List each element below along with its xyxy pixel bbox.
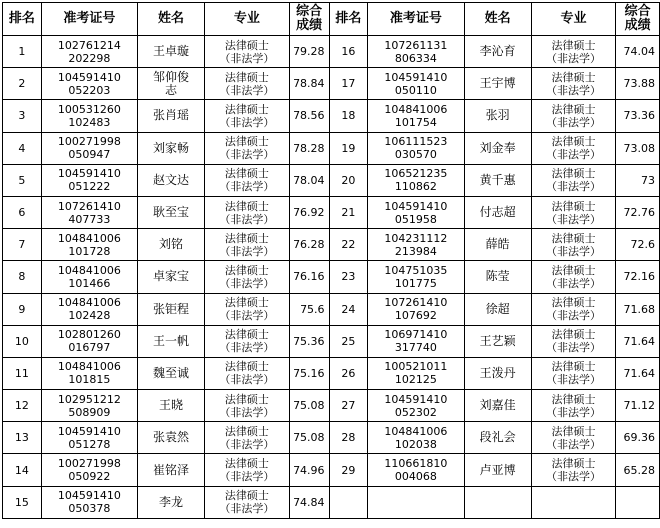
exam-no-cell: 106111523 030570 xyxy=(368,132,464,164)
exam-no-cell: 102951212 508909 xyxy=(41,390,137,422)
major-cell: 法律硕士 （非法学） xyxy=(531,422,616,454)
exam-no-cell: 100531260 102483 xyxy=(41,100,137,132)
score-cell: 76.92 xyxy=(289,196,329,228)
name-cell: 张袁然 xyxy=(137,422,204,454)
major-cell: 法律硕士 （非法学） xyxy=(531,454,616,486)
name-cell: 张肖瑶 xyxy=(137,100,204,132)
score-cell: 74.04 xyxy=(616,36,660,68)
table-row xyxy=(3,196,660,228)
score-cell: 78.84 xyxy=(289,68,329,100)
rank-cell: 18 xyxy=(329,100,368,132)
rank-cell: 15 xyxy=(3,486,42,518)
header-major: 专业 xyxy=(531,3,616,36)
name-cell: 王晓 xyxy=(137,390,204,422)
exam-no-cell: 104591410 052302 xyxy=(368,390,464,422)
exam-no-cell: 104591410 050110 xyxy=(368,68,464,100)
score-cell: 71.64 xyxy=(616,357,660,389)
rank-cell: 21 xyxy=(329,196,368,228)
major-cell: 法律硕士 （非法学） xyxy=(531,68,616,100)
rank-cell: 24 xyxy=(329,293,368,325)
exam-no-cell: 104591410 051222 xyxy=(41,164,137,196)
major-cell: 法律硕士 （非法学） xyxy=(205,132,290,164)
major-cell: 法律硕士 （非法学） xyxy=(531,357,616,389)
results-table-container xyxy=(2,2,660,519)
name-cell: 卓家宝 xyxy=(137,261,204,293)
major-cell: 法律硕士 （非法学） xyxy=(205,357,290,389)
score-cell: 75.08 xyxy=(289,422,329,454)
name-cell: 刘金奉 xyxy=(464,132,531,164)
header-rank: 排名 xyxy=(3,3,42,36)
table-row xyxy=(3,132,660,164)
rank-cell: 20 xyxy=(329,164,368,196)
name-cell: 李沁育 xyxy=(464,36,531,68)
score-cell: 72.6 xyxy=(616,229,660,261)
exam-no-cell: 104841006 102038 xyxy=(368,422,464,454)
major-cell: 法律硕士 （非法学） xyxy=(205,261,290,293)
name-cell: 王卓璇 xyxy=(137,36,204,68)
rank-cell: 1 xyxy=(3,36,42,68)
rank-cell: 14 xyxy=(3,454,42,486)
rank-cell: 11 xyxy=(3,357,42,389)
name-cell: 李龙 xyxy=(137,486,204,518)
major-cell: 法律硕士 （非法学） xyxy=(531,100,616,132)
score-cell: 75.08 xyxy=(289,390,329,422)
exam-no-cell: 102801260 016797 xyxy=(41,325,137,357)
table-row xyxy=(3,261,660,293)
score-cell: 78.28 xyxy=(289,132,329,164)
empty-cell xyxy=(464,486,531,518)
exam-no-cell: 104591410 051278 xyxy=(41,422,137,454)
major-cell: 法律硕士 （非法学） xyxy=(531,261,616,293)
score-cell: 65.28 xyxy=(616,454,660,486)
name-cell: 王宇博 xyxy=(464,68,531,100)
major-cell: 法律硕士 （非法学） xyxy=(205,68,290,100)
rank-cell: 7 xyxy=(3,229,42,261)
name-cell: 王艺颖 xyxy=(464,325,531,357)
exam-no-cell: 107261131 806334 xyxy=(368,36,464,68)
name-cell: 刘铭 xyxy=(137,229,204,261)
rank-cell: 16 xyxy=(329,36,368,68)
score-cell: 78.04 xyxy=(289,164,329,196)
exam-no-cell: 104591410 051958 xyxy=(368,196,464,228)
rank-cell: 29 xyxy=(329,454,368,486)
name-cell: 段礼会 xyxy=(464,422,531,454)
rank-cell: 22 xyxy=(329,229,368,261)
rank-cell: 25 xyxy=(329,325,368,357)
score-cell: 74.84 xyxy=(289,486,329,518)
table-row xyxy=(3,68,660,100)
score-cell: 75.16 xyxy=(289,357,329,389)
rank-cell: 8 xyxy=(3,261,42,293)
header-exam-no: 准考证号 xyxy=(41,3,137,36)
rank-cell: 4 xyxy=(3,132,42,164)
major-cell: 法律硕士 （非法学） xyxy=(205,229,290,261)
name-cell: 张钜程 xyxy=(137,293,204,325)
exam-no-cell: 104841006 101728 xyxy=(41,229,137,261)
header-exam-no: 准考证号 xyxy=(368,3,464,36)
rank-cell: 10 xyxy=(3,325,42,357)
score-cell: 69.36 xyxy=(616,422,660,454)
rank-cell: 9 xyxy=(3,293,42,325)
name-cell: 王泼丹 xyxy=(464,357,531,389)
name-cell: 卢亚博 xyxy=(464,454,531,486)
exam-no-cell: 107261410 107692 xyxy=(368,293,464,325)
major-cell: 法律硕士 （非法学） xyxy=(531,132,616,164)
results-table xyxy=(2,2,660,519)
table-row xyxy=(3,357,660,389)
major-cell: 法律硕士 （非法学） xyxy=(205,325,290,357)
table-row xyxy=(3,454,660,486)
rank-cell: 3 xyxy=(3,100,42,132)
major-cell: 法律硕士 （非法学） xyxy=(531,36,616,68)
name-cell: 崔铭泽 xyxy=(137,454,204,486)
major-cell: 法律硕士 （非法学） xyxy=(531,196,616,228)
table-row xyxy=(3,390,660,422)
name-cell: 王一帆 xyxy=(137,325,204,357)
name-cell: 耿至宝 xyxy=(137,196,204,228)
major-cell: 法律硕士 （非法学） xyxy=(205,36,290,68)
exam-no-cell: 104751035 101775 xyxy=(368,261,464,293)
name-cell: 赵文达 xyxy=(137,164,204,196)
major-cell: 法律硕士 （非法学） xyxy=(531,293,616,325)
rank-cell: 23 xyxy=(329,261,368,293)
exam-no-cell: 110661810 004068 xyxy=(368,454,464,486)
major-cell: 法律硕士 （非法学） xyxy=(205,422,290,454)
exam-no-cell: 107261410 407733 xyxy=(41,196,137,228)
exam-no-cell: 104841006 101754 xyxy=(368,100,464,132)
table-row xyxy=(3,325,660,357)
name-cell: 刘嘉佳 xyxy=(464,390,531,422)
name-cell: 陈莹 xyxy=(464,261,531,293)
table-row xyxy=(3,422,660,454)
header-name: 姓名 xyxy=(464,3,531,36)
header-score: 综合 成绩 xyxy=(616,3,660,36)
header-score: 综合 成绩 xyxy=(289,3,329,36)
name-cell: 刘家畅 xyxy=(137,132,204,164)
score-cell: 71.12 xyxy=(616,390,660,422)
exam-no-cell: 104231112 213984 xyxy=(368,229,464,261)
exam-no-cell: 100271998 050922 xyxy=(41,454,137,486)
exam-no-cell: 104841006 101815 xyxy=(41,357,137,389)
score-cell: 73 xyxy=(616,164,660,196)
rank-cell: 12 xyxy=(3,390,42,422)
major-cell: 法律硕士 （非法学） xyxy=(531,325,616,357)
table-row xyxy=(3,293,660,325)
major-cell: 法律硕士 （非法学） xyxy=(531,229,616,261)
exam-no-cell: 106521235 110862 xyxy=(368,164,464,196)
name-cell: 黄千惠 xyxy=(464,164,531,196)
major-cell: 法律硕士 （非法学） xyxy=(531,164,616,196)
exam-no-cell: 102761214 202298 xyxy=(41,36,137,68)
rank-cell: 26 xyxy=(329,357,368,389)
empty-cell xyxy=(368,486,464,518)
table-row xyxy=(3,100,660,132)
major-cell: 法律硕士 （非法学） xyxy=(531,390,616,422)
exam-no-cell: 104841006 101466 xyxy=(41,261,137,293)
major-cell: 法律硕士 （非法学） xyxy=(205,196,290,228)
name-cell: 薛皓 xyxy=(464,229,531,261)
score-cell: 73.88 xyxy=(616,68,660,100)
exam-no-cell: 100521011 102125 xyxy=(368,357,464,389)
score-cell: 76.16 xyxy=(289,261,329,293)
header-rank: 排名 xyxy=(329,3,368,36)
exam-no-cell: 100271998 050947 xyxy=(41,132,137,164)
name-cell: 付志超 xyxy=(464,196,531,228)
major-cell: 法律硕士 （非法学） xyxy=(205,100,290,132)
header-major: 专业 xyxy=(205,3,290,36)
table-row xyxy=(3,229,660,261)
rank-cell: 17 xyxy=(329,68,368,100)
name-cell: 邹仰俊 志 xyxy=(137,68,204,100)
name-cell: 徐超 xyxy=(464,293,531,325)
table-row xyxy=(3,36,660,68)
exam-no-cell: 104841006 102428 xyxy=(41,293,137,325)
exam-no-cell: 104591410 052203 xyxy=(41,68,137,100)
score-cell: 79.28 xyxy=(289,36,329,68)
score-cell: 73.36 xyxy=(616,100,660,132)
header-name: 姓名 xyxy=(137,3,204,36)
table-row xyxy=(3,486,660,518)
empty-cell xyxy=(531,486,616,518)
name-cell: 张羽 xyxy=(464,100,531,132)
rank-cell: 13 xyxy=(3,422,42,454)
empty-cell xyxy=(329,486,368,518)
rank-cell: 5 xyxy=(3,164,42,196)
score-cell: 72.76 xyxy=(616,196,660,228)
major-cell: 法律硕士 （非法学） xyxy=(205,164,290,196)
major-cell: 法律硕士 （非法学） xyxy=(205,293,290,325)
name-cell: 魏至诚 xyxy=(137,357,204,389)
score-cell: 73.08 xyxy=(616,132,660,164)
major-cell: 法律硕士 （非法学） xyxy=(205,454,290,486)
score-cell: 72.16 xyxy=(616,261,660,293)
score-cell: 75.6 xyxy=(289,293,329,325)
major-cell: 法律硕士 （非法学） xyxy=(205,390,290,422)
score-cell: 76.28 xyxy=(289,229,329,261)
score-cell: 75.36 xyxy=(289,325,329,357)
rank-cell: 19 xyxy=(329,132,368,164)
table-header-row xyxy=(3,3,660,36)
exam-no-cell: 104591410 050378 xyxy=(41,486,137,518)
score-cell: 71.64 xyxy=(616,325,660,357)
score-cell: 78.56 xyxy=(289,100,329,132)
rank-cell: 6 xyxy=(3,196,42,228)
empty-cell xyxy=(616,486,660,518)
score-cell: 74.96 xyxy=(289,454,329,486)
rank-cell: 27 xyxy=(329,390,368,422)
rank-cell: 2 xyxy=(3,68,42,100)
exam-no-cell: 106971410 317740 xyxy=(368,325,464,357)
major-cell: 法律硕士 （非法学） xyxy=(205,486,290,518)
score-cell: 71.68 xyxy=(616,293,660,325)
table-row xyxy=(3,164,660,196)
rank-cell: 28 xyxy=(329,422,368,454)
